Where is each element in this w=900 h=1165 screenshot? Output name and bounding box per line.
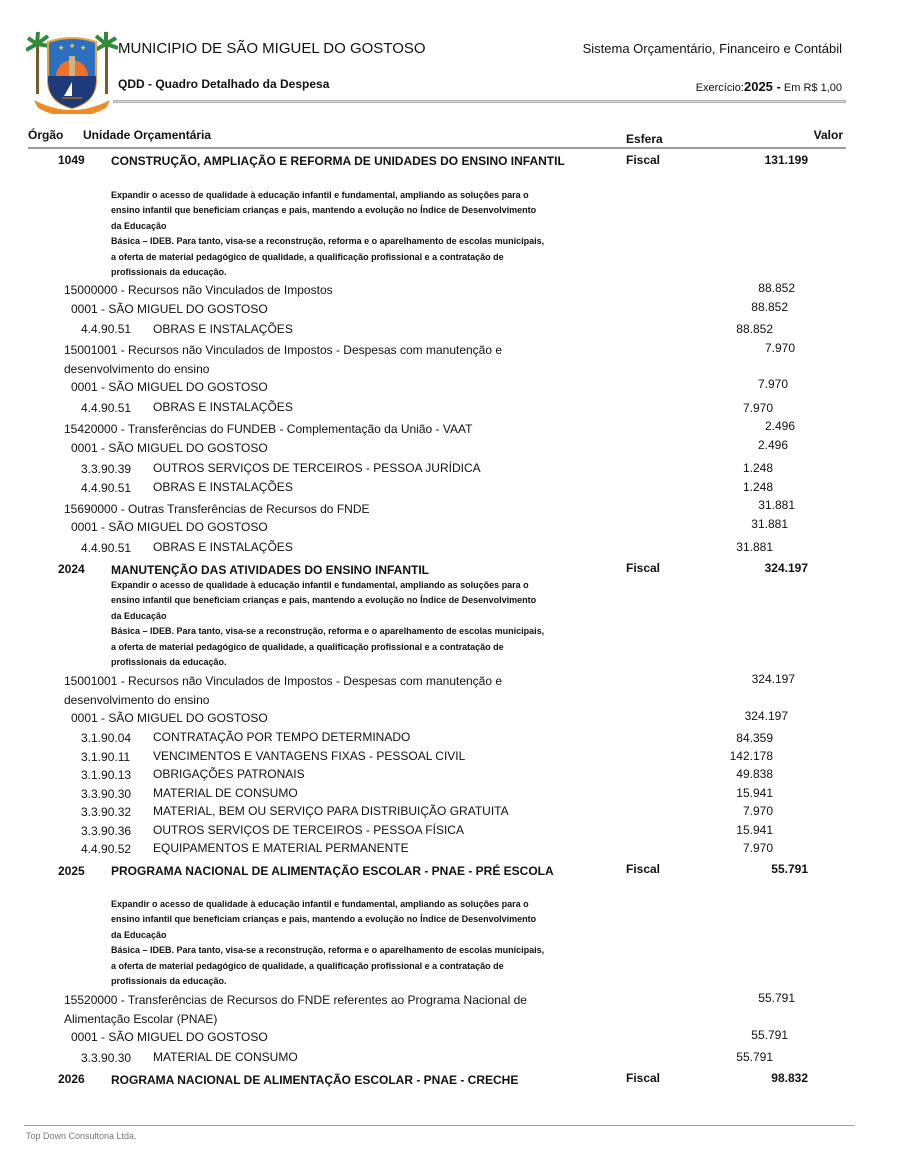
local-label: 0001 - SÃO MIGUEL DO GOSTOSO [71,1030,268,1044]
element-value: 49.838 [736,767,773,781]
element-code: 3.1.90.04 [81,731,132,745]
fonte-label: 15420000 - Transferências do FUNDEB - Complementação da União - VAAT [64,422,473,436]
description-line: profissionais da educação. [111,657,227,668]
element-desc: CONTRATAÇÃO POR TEMPO DETERMINADO [153,730,411,744]
fonte-value: 88.852 [758,281,795,295]
exercise-year: 2025 - [743,79,781,94]
action-esfera: Fiscal [626,561,661,575]
element-code: 4.4.90.51 [81,541,132,555]
palm-tree-right-icon [95,32,118,94]
description-line: a oferta de material pedagógico de qualidade, a qualificação profissional e a contratação de [111,960,504,971]
exercise-info [696,79,842,94]
element-code: 4.4.90.51 [81,481,132,495]
element-code: 3.3.90.30 [81,787,132,801]
action-name: MANUTENÇÃO DAS ATIVIDADES DO ENSINO INFANTIL [111,563,430,577]
element-code: 3.1.90.13 [81,768,132,782]
local-label: 0001 - SÃO MIGUEL DO GOSTOSO [71,441,268,455]
element-desc: OBRAS E INSTALAÇÕES [153,480,293,494]
element-code: 3.1.90.11 [81,750,131,764]
element-desc: MATERIAL DE CONSUMO [153,786,298,800]
description-line: Expandir o acesso de qualidade à educação infantil e fundamental, ampliando as soluções para o [111,190,529,200]
description-line: ensino infantil que beneficiam crianças e pais, mantendo a evolução no Índice de Desenvolvimento [111,595,537,606]
local-label: 0001 - SÃO MIGUEL DO GOSTOSO [71,711,268,725]
local-label: 0001 - SÃO MIGUEL DO GOSTOSO [71,520,268,534]
exercise-label: Exercício: [695,82,744,94]
element-value: 15.941 [736,786,773,800]
element-desc: OBRAS E INSTALAÇÕES [153,322,293,336]
action-esfera: Fiscal [626,862,661,876]
action-total: 131.199 [764,153,808,167]
description-line: Básica – IDEB. Para tanto, visa-se a reconstrução, reforma e o aparelhamento de escolas municipais, [111,945,545,956]
municipal-coat-of-arms-logo [26,30,118,114]
element-value: 1.248 [742,480,773,494]
action-code: 1049 [58,153,85,167]
fonte-label: 15690000 - Outras Transferências de Recursos do FNDE [64,502,370,516]
element-desc: OBRAS E INSTALAÇÕES [153,540,293,554]
currency-note: Em R$ 1,00 [780,82,842,94]
fonte-label: 15520000 - Transferências de Recursos do FNDE referentes ao Programa Nacional de Alimentação Escolar (PNAE) [64,993,527,1026]
element-code: 4.4.90.52 [81,842,132,856]
description-line: ensino infantil que beneficiam crianças e pais, mantendo a evolução no Índice de Desenvolvimento [111,914,537,925]
description-line: Básica – IDEB. Para tanto, visa-se a reconstrução, reforma e o aparelhamento de escolas municipais, [111,626,545,637]
element-value: 15.941 [736,823,773,837]
description-line: Básica – IDEB. Para tanto, visa-se a reconstrução, reforma e o aparelhamento de escolas municipais, [111,236,545,247]
local-value: 2.496 [757,438,788,452]
header-divider [113,100,846,103]
action-name: ROGRAMA NACIONAL DE ALIMENTAÇÃO ESCOLAR - PNAE - CRECHE [111,1073,519,1087]
local-value: 324.197 [744,709,788,723]
action-code: 2024 [58,562,85,576]
element-desc: OUTROS SERVIÇOS DE TERCEIROS - PESSOA FÍSICA [153,823,464,837]
svg-text:★: ★ [58,45,65,52]
svg-text:★: ★ [80,45,87,52]
local-value: 55.791 [751,1028,788,1042]
description-line: da Educação [111,610,167,621]
action-description [111,897,611,989]
description-line: profissionais da educação. [111,267,227,278]
element-code: 3.3.90.36 [81,824,132,838]
local-value: 7.970 [757,377,788,391]
fonte-value: 31.881 [758,498,795,512]
description-line: a oferta de material pedagógico de qualidade, a qualificação profissional e a contratação de [111,251,504,262]
action-code: 2025 [58,864,85,878]
element-desc: OBRIGAÇÕES PATRONAIS [153,767,305,781]
element-value: 7.970 [742,401,773,415]
element-code: 3.3.90.30 [81,1051,132,1065]
element-code: 4.4.90.51 [81,322,132,336]
report-title: QDD - Quadro Detalhado da Despesa [118,77,330,91]
element-value: 7.970 [742,841,773,855]
fonte-value: 55.791 [758,991,795,1005]
fonte-value: 7.970 [764,341,795,355]
description-line: Expandir o acesso de qualidade à educação infantil e fundamental, ampliando as soluções para o [111,580,529,590]
palm-tree-left-icon [26,32,50,94]
footer-divider [24,1125,855,1126]
element-desc: OBRAS E INSTALAÇÕES [153,400,293,414]
description-line: Expandir o acesso de qualidade à educação infantil e fundamental, ampliando as soluções para o [111,899,529,909]
element-value: 1.248 [742,461,773,475]
description-line: da Educação [111,929,167,940]
local-label: 0001 - SÃO MIGUEL DO GOSTOSO [71,380,268,394]
element-desc: VENCIMENTOS E VANTAGENS FIXAS - PESSOAL CIVIL [153,749,466,763]
element-desc: OUTROS SERVIÇOS DE TERCEIROS - PESSOA JURÍDICA [153,461,481,475]
action-total: 98.832 [771,1071,808,1085]
fonte-value: 2.496 [764,419,795,433]
element-desc: MATERIAL, BEM OU SERVIÇO PARA DISTRIBUIÇÃO GRATUITA [153,804,509,818]
action-esfera: Fiscal [626,1071,661,1085]
column-header-esfera: Esfera [626,132,663,146]
element-desc: EQUIPAMENTOS E MATERIAL PERMANENTE [153,841,409,855]
element-value: 84.359 [736,731,773,745]
action-description [111,188,611,280]
element-code: 3.3.90.32 [81,805,132,819]
column-header-orgao: Órgão [28,128,64,142]
column-header-unidade: Unidade Orçamentária [83,128,212,142]
element-code: 3.3.90.39 [81,462,132,476]
element-code: 4.4.90.51 [81,401,132,415]
system-name: Sistema Orçamentário, Financeiro e Contábil [582,41,842,56]
element-value: 55.791 [736,1050,773,1064]
element-value: 31.881 [736,540,773,554]
action-name: CONSTRUÇÃO, AMPLIAÇÃO E REFORMA DE UNIDADES DO ENSINO INFANTIL [111,154,565,168]
local-label: 0001 - SÃO MIGUEL DO GOSTOSO [71,302,268,316]
action-esfera: Fiscal [626,153,661,167]
element-value: 88.852 [736,322,773,336]
description-line: a oferta de material pedagógico de qualidade, a qualificação profissional e a contratação de [111,641,504,652]
action-name: PROGRAMA NACIONAL DE ALIMENTAÇÃO ESCOLAR - PNAE - PRÉ ESCOLA [111,864,554,878]
fonte-label: 15000000 - Recursos não Vinculados de Impostos [64,283,333,297]
column-header-valor: Valor [813,128,843,142]
description-line: da Educação [111,220,167,231]
element-value: 7.970 [742,804,773,818]
footer-company: Top Down Consultoria Ltda. [26,1131,137,1141]
description-line: ensino infantil que beneficiam crianças e pais, mantendo a evolução no Índice de Desenvolvimento [111,205,537,216]
fonte-label: 15001001 - Recursos não Vinculados de Impostos - Despesas com manutenção e desenvolvimento do ensino [64,674,503,707]
municipality-title: MUNICIPIO DE SÃO MIGUEL DO GOSTOSO [118,40,426,57]
element-value: 142.178 [729,749,773,763]
action-code: 2026 [58,1072,85,1086]
fonte-value: 324.197 [751,672,795,686]
description-line: profissionais da educação. [111,976,227,987]
action-total: 324.197 [764,561,808,575]
action-total: 55.791 [771,862,808,876]
local-value: 88.852 [751,300,788,314]
action-description [111,578,611,670]
fonte-label: 15001001 - Recursos não Vinculados de Impostos - Despesas com manutenção e desenvolvimento do ensino [64,343,503,376]
local-value: 31.881 [751,517,788,531]
element-desc: MATERIAL DE CONSUMO [153,1050,298,1064]
column-header-divider [28,147,846,149]
svg-text:★: ★ [69,43,76,50]
